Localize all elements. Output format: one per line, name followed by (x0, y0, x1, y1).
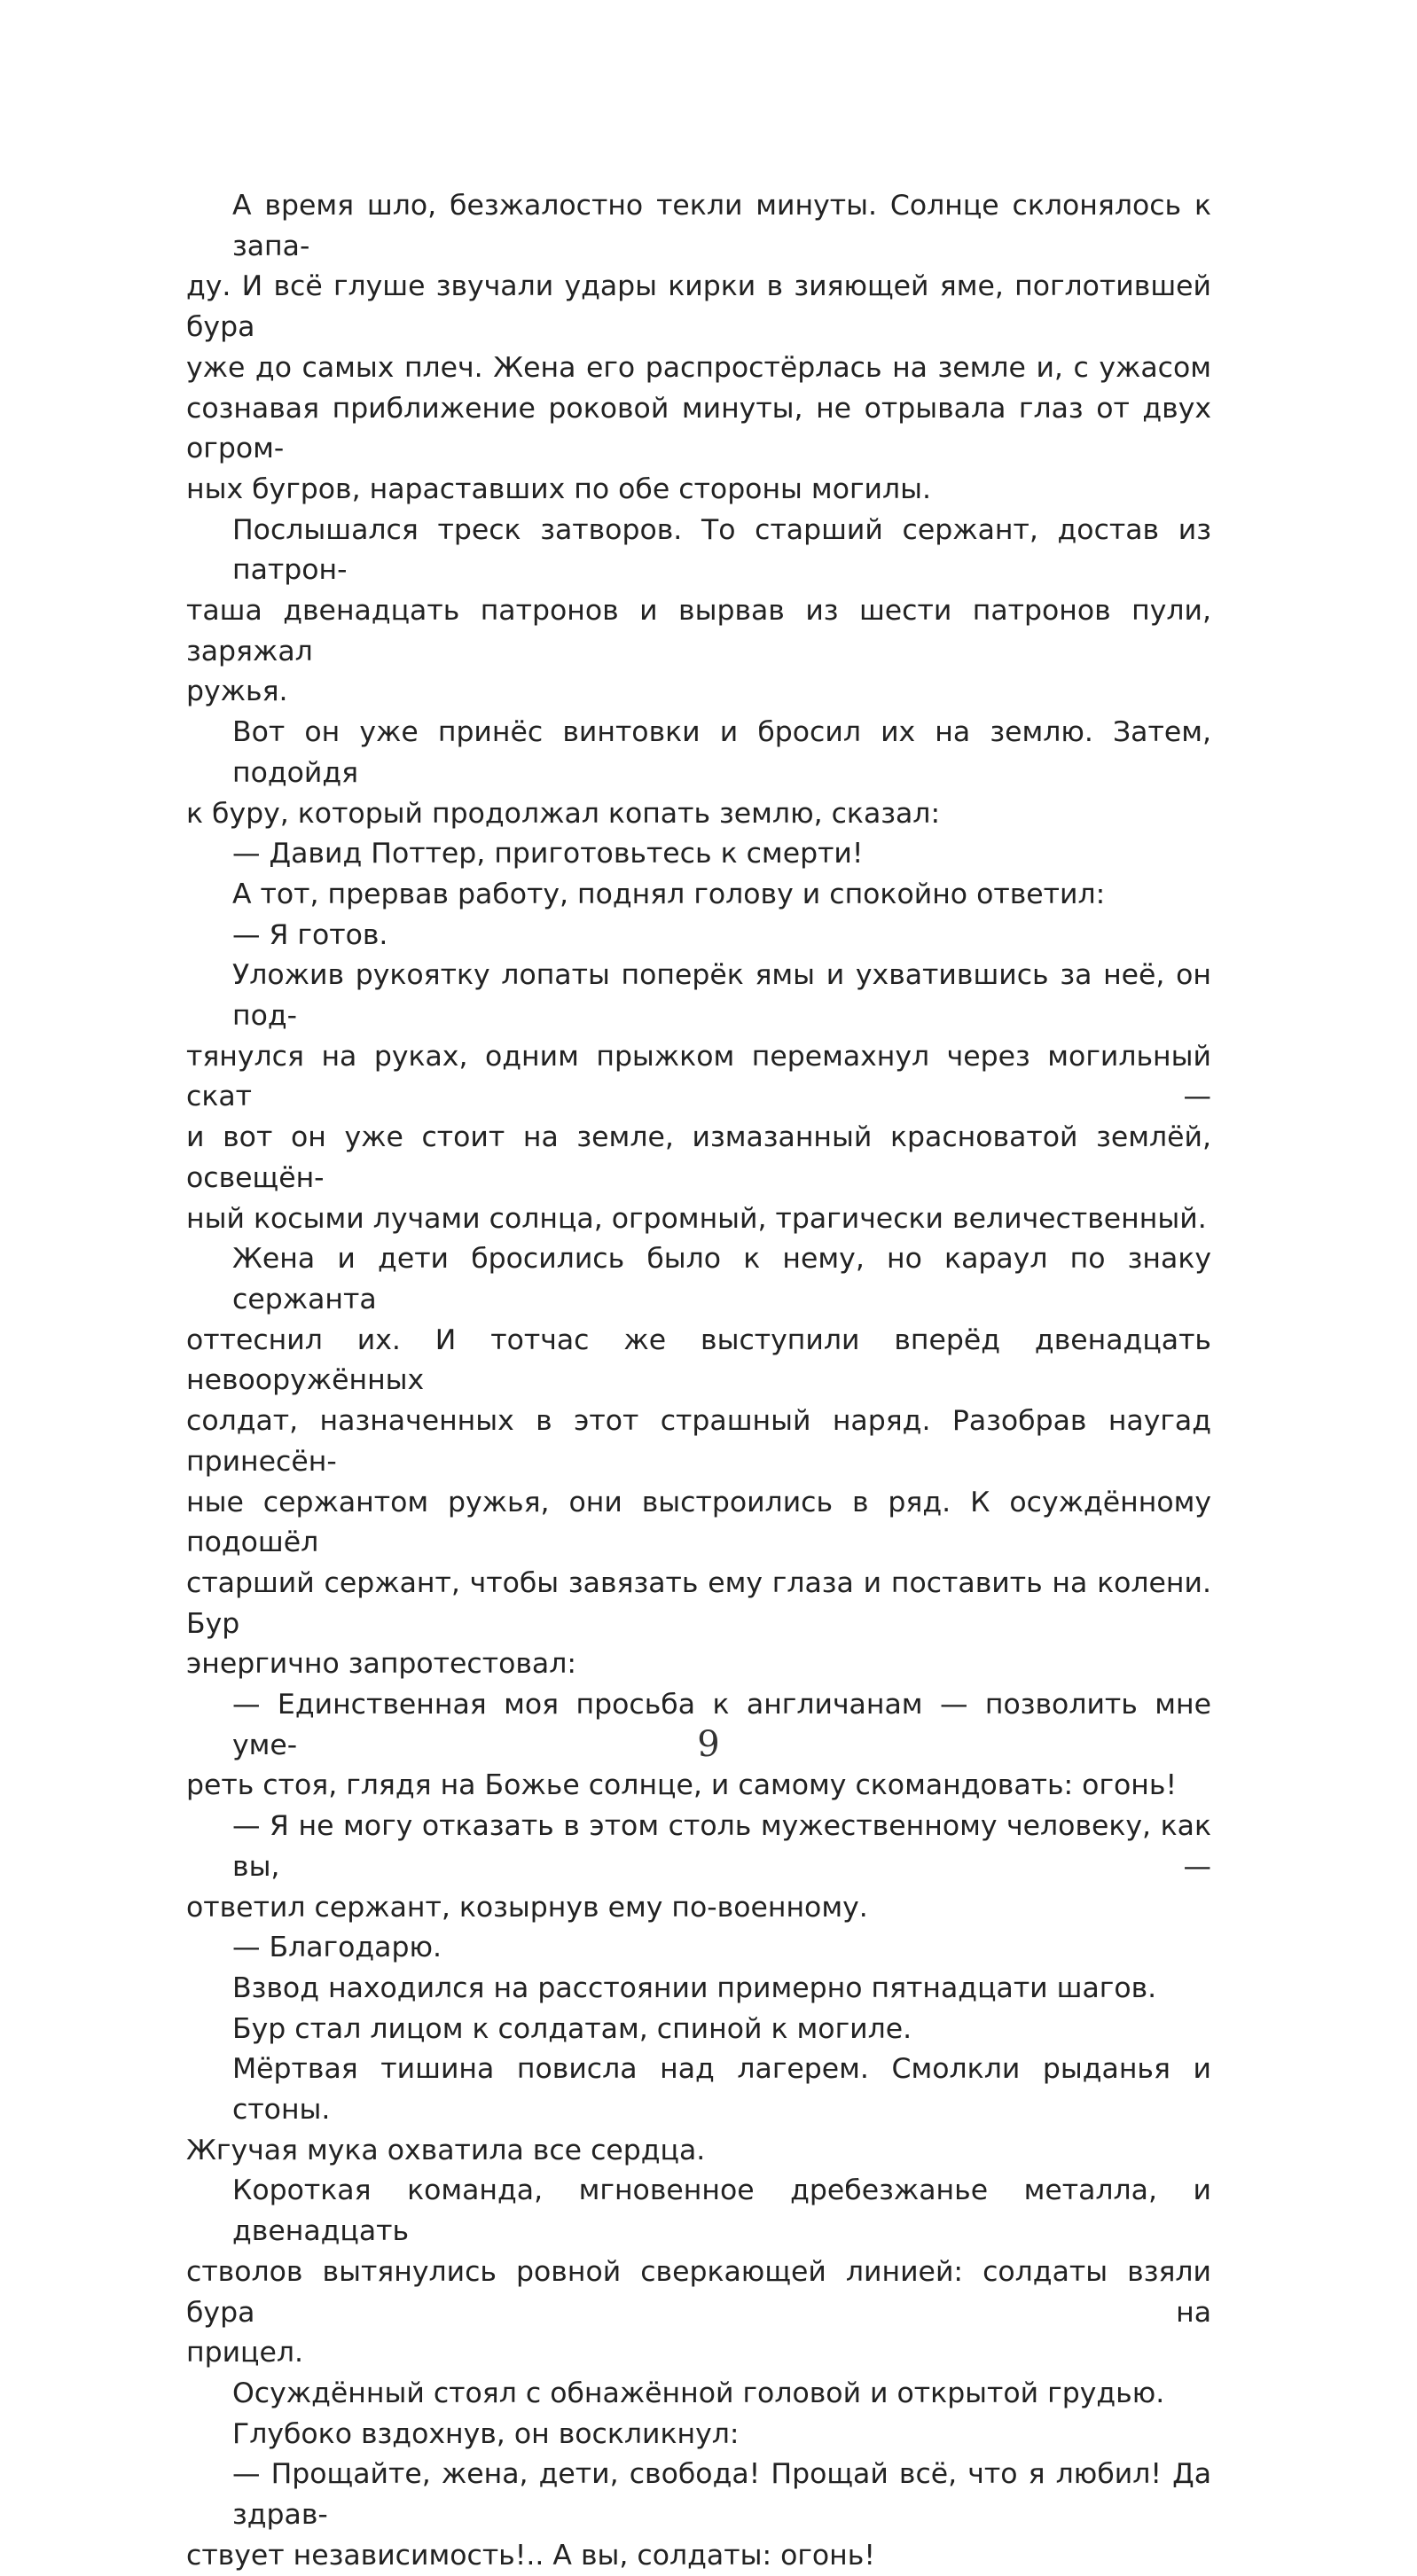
text-line: ду. И всё глуше звучали удары кирки в зияющей яме, поглотившей бура (186, 270, 1211, 344)
paragraph (186, 2171, 1211, 2374)
text-line: А время шло, безжалостно текли минуты. Солнце склонялось к запа- (232, 190, 1211, 262)
text-line: ружья. (186, 675, 288, 708)
paragraph (186, 1928, 1211, 1969)
paragraph (186, 186, 1211, 511)
paragraph (186, 511, 1211, 714)
paragraph (186, 875, 1211, 916)
paragraph (186, 1239, 1211, 1685)
text-line: Уложив рукоятку лопаты поперёк ямы и ухватившись за неё, он под- (232, 959, 1211, 1033)
paragraph (186, 916, 1211, 956)
text-line: и вот он уже стоит на земле, измазанный красноватой землёй, освещён- (186, 1121, 1211, 1194)
paragraph (186, 956, 1211, 1239)
paragraph (186, 1807, 1211, 1928)
text-line: ответил сержант, козырнув ему по-военному. (186, 1891, 868, 1924)
text-line: — Я не могу отказать в этом столь мужественному человеку, как вы, — (232, 1810, 1211, 1883)
text-line: Бур стал лицом к солдатам, спиной к могиле. (232, 2012, 912, 2045)
text-line: реть стоя, глядя на Божье солнце, и самому скомандовать: огонь! (186, 1769, 1178, 1802)
text-line: тянулся на руках, одним прыжком перемахнул через могильный скат — (186, 1040, 1211, 1113)
paragraph (186, 713, 1211, 834)
text-line: уже до самых плеч. Жена его распростёрлась на земле и, с ужасом (186, 351, 1211, 384)
text-line: сознавая приближение роковой минуты, не отрывала глаз от двух огром- (186, 392, 1211, 465)
text-line: прицел. (186, 2337, 304, 2369)
text-line: Взвод находился на расстоянии примерно пятнадцати шагов. (232, 1971, 1157, 2004)
text-line: Жгучая мука охватила все сердца. (186, 2134, 706, 2166)
paragraph (186, 2010, 1211, 2050)
text-line: таша двенадцать патронов и вырвав из шести патронов пули, заряжал (186, 595, 1211, 667)
text-line: ный косыми лучами солнца, огромный, трагически величественный. (186, 1202, 1207, 1235)
body-text (186, 186, 1211, 2576)
text-line: к буру, который продолжал копать землю, сказал: (186, 797, 941, 830)
text-line: ствует независимость!.. А вы, солдаты: огонь! (186, 2539, 875, 2572)
text-line: Вот он уже принёс винтовки и бросил их на землю. Затем, подойдя (232, 716, 1211, 789)
text-line: Послышался треск затворов. То старший сержант, достав из патрон- (232, 513, 1211, 587)
paragraph (186, 2049, 1211, 2171)
paragraph (186, 2455, 1211, 2576)
paragraph (186, 834, 1211, 875)
paragraph (186, 1969, 1211, 2010)
text-line: Осуждённый стоял с обнажённой головой и открытой грудью. (232, 2377, 1165, 2409)
text-line: старший сержант, чтобы завязать ему глаза и поставить на колени. Бур (186, 1566, 1211, 1640)
text-line: Короткая команда, мгновенное дребезжанье металла, и двенадцать (232, 2174, 1211, 2248)
text-line: стволов вытянулись ровной сверкающей линией: солдаты взяли бура на (186, 2255, 1211, 2329)
text-line: Глубоко вздохнув, он воскликнул: (232, 2417, 740, 2450)
text-line: — Давид Поттер, приготовьтесь к смерти! (232, 838, 864, 870)
text-line: — Я готов. (232, 918, 388, 951)
text-line: — Благодарю. (232, 1932, 442, 1964)
page-number: 9 (697, 1724, 720, 1765)
text-line: Жена и дети бросились было к нему, но караул по знаку сержанта (232, 1243, 1211, 1315)
text-line: — Единственная моя просьба к англичанам — позволить мне уме- (232, 1689, 1211, 1761)
paragraph (186, 2415, 1211, 2455)
text-line: солдат, назначенных в этот страшный наряд. Разобрав наугад принесён- (186, 1405, 1211, 1478)
text-line: ные сержантом ружья, они выстроились в ряд. К осуждённому подошёл (186, 1486, 1211, 1559)
text-line: А тот, прервав работу, поднял голову и спокойно ответил: (232, 878, 1106, 910)
text-line: Мёртвая тишина повисла над лагерем. Смолкли рыданья и стоны. (232, 2053, 1211, 2127)
text-line: — Прощайте, жена, дети, свобода! Прощай всё, что я любил! Да здрав- (232, 2458, 1211, 2532)
text-line: оттеснил их. И тотчас же выступили вперёд двенадцать невооружённых (186, 1323, 1211, 1397)
paragraph (186, 2374, 1211, 2415)
text-line: энергично запротестовал: (186, 1648, 576, 1681)
text-line: ных бугров, нараставших по обе стороны могилы. (186, 472, 932, 505)
